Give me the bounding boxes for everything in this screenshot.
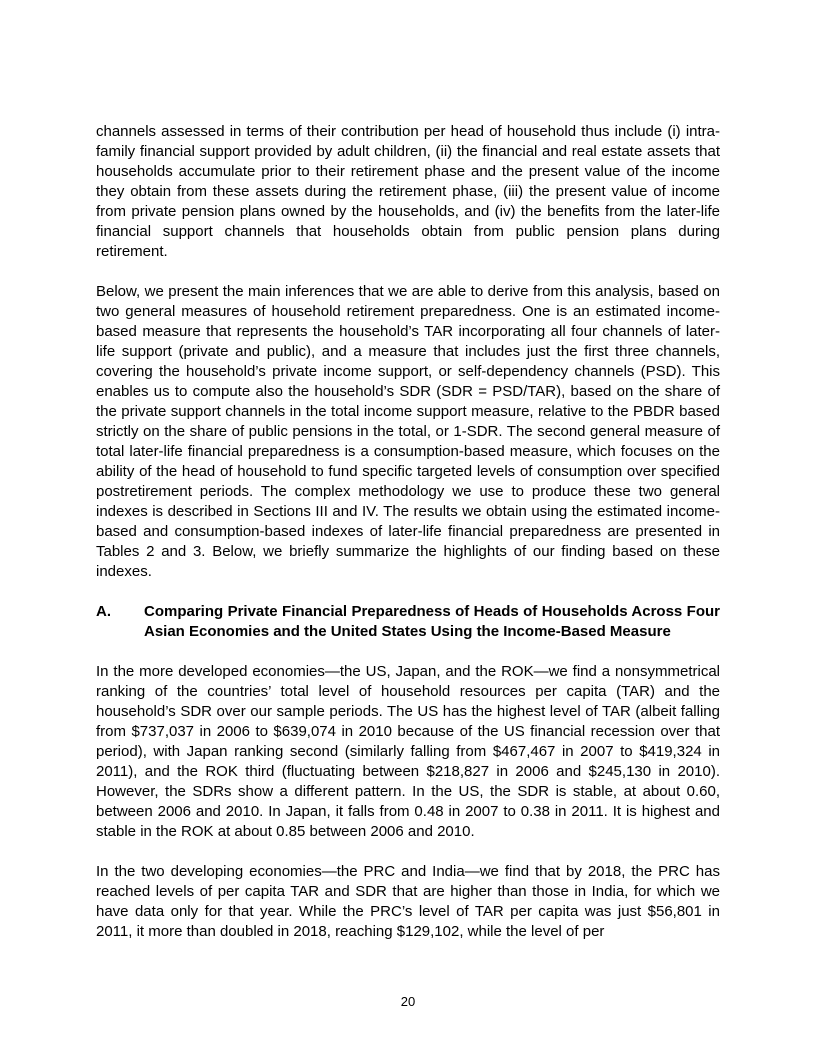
paragraph-gap [96,842,720,862]
body-paragraph: In the more developed economies—the US, Japan, and the ROK—we find a nonsymmetrical ranking of the countries’ total level of household resources per capita (TAR) and the household’s SDR over our sample periods. The US has the highest level of TAR (albeit falling from $737,037 in 2006 to $639,074 in 2010 because of the US financial recession over that period), with Japan ranking second (similarly falling from $467,467 in 2007 to $419,324 in 2011), and the ROK third (fluctuating between $218,827 in 2006 and $245,130 in 2010). However, the SDRs show a different pattern. In the US, the SDR is stable, at about 0.60, between 2006 and 2010. In Japan, it falls from 0.48 in 2007 to 0.38 in 2011. It is highest and stable in the ROK at about 0.85 between 2006 and 2010. [96,663,720,840]
section-title: Comparing Private Financial Preparedness of Heads of Households Across Four Asian Economies and the United States Using the Income-Based Measure [144,603,720,640]
body-paragraph: channels assessed in terms of their contribution per head of household thus include (i) intra-family financial support provided by adult children, (ii) the financial and real estate assets that households accumulate prior to their retirement phase and the present value of the income they obtain from these assets during the retirement phase, (iii) the present value of income from private pension plans owned by the households, and (iv) the benefits from the later-life financial support channels that households obtain from public pension plans during retirement. [96,123,720,260]
page-number: 20 [400,994,416,1009]
body-paragraph: In the two developing economies—the PRC and India—we find that by 2018, the PRC has reached levels of per capita TAR and SDR that are higher than those in India, for which we have data only for that year. While the PRC’s level of TAR per capita was just $56,801 in 2011, it more than doubled in 2018, reaching $129,102, while the level of per [96,863,720,940]
paragraph-gap [96,582,720,602]
document-page [96,122,720,942]
section-heading [96,602,720,642]
body-paragraph: Below, we present the main inferences that we are able to derive from this analysis, based on two general measures of household retirement preparedness. One is an estimated income-based measure that represents the household’s TAR incorporating all four channels of later-life support (private and public), and a measure that includes just the first three channels, covering the household’s private income support, or self-dependency channels (PSD). This enables us to compute also the household’s SDR (SDR = PSD/TAR), based on the share of the private support channels in the total income support measure, relative to the PBDR based strictly on the share of public pensions in the total, or 1-SDR. The second general measure of total later-life financial preparedness is a consumption-based measure, which focuses on the ability of the head of household to fund specific targeted levels of consumption over specified postretirement periods. The complex methodology we use to produce these two general indexes is described in Sections III and IV. The results we obtain using the estimated income-based and consumption-based indexes of later-life financial preparedness are presented in Tables 2 and 3. Below, we briefly summarize the highlights of our finding based on these indexes. [96,283,720,580]
paragraph-gap [96,262,720,282]
section-letter: A. [96,603,111,620]
